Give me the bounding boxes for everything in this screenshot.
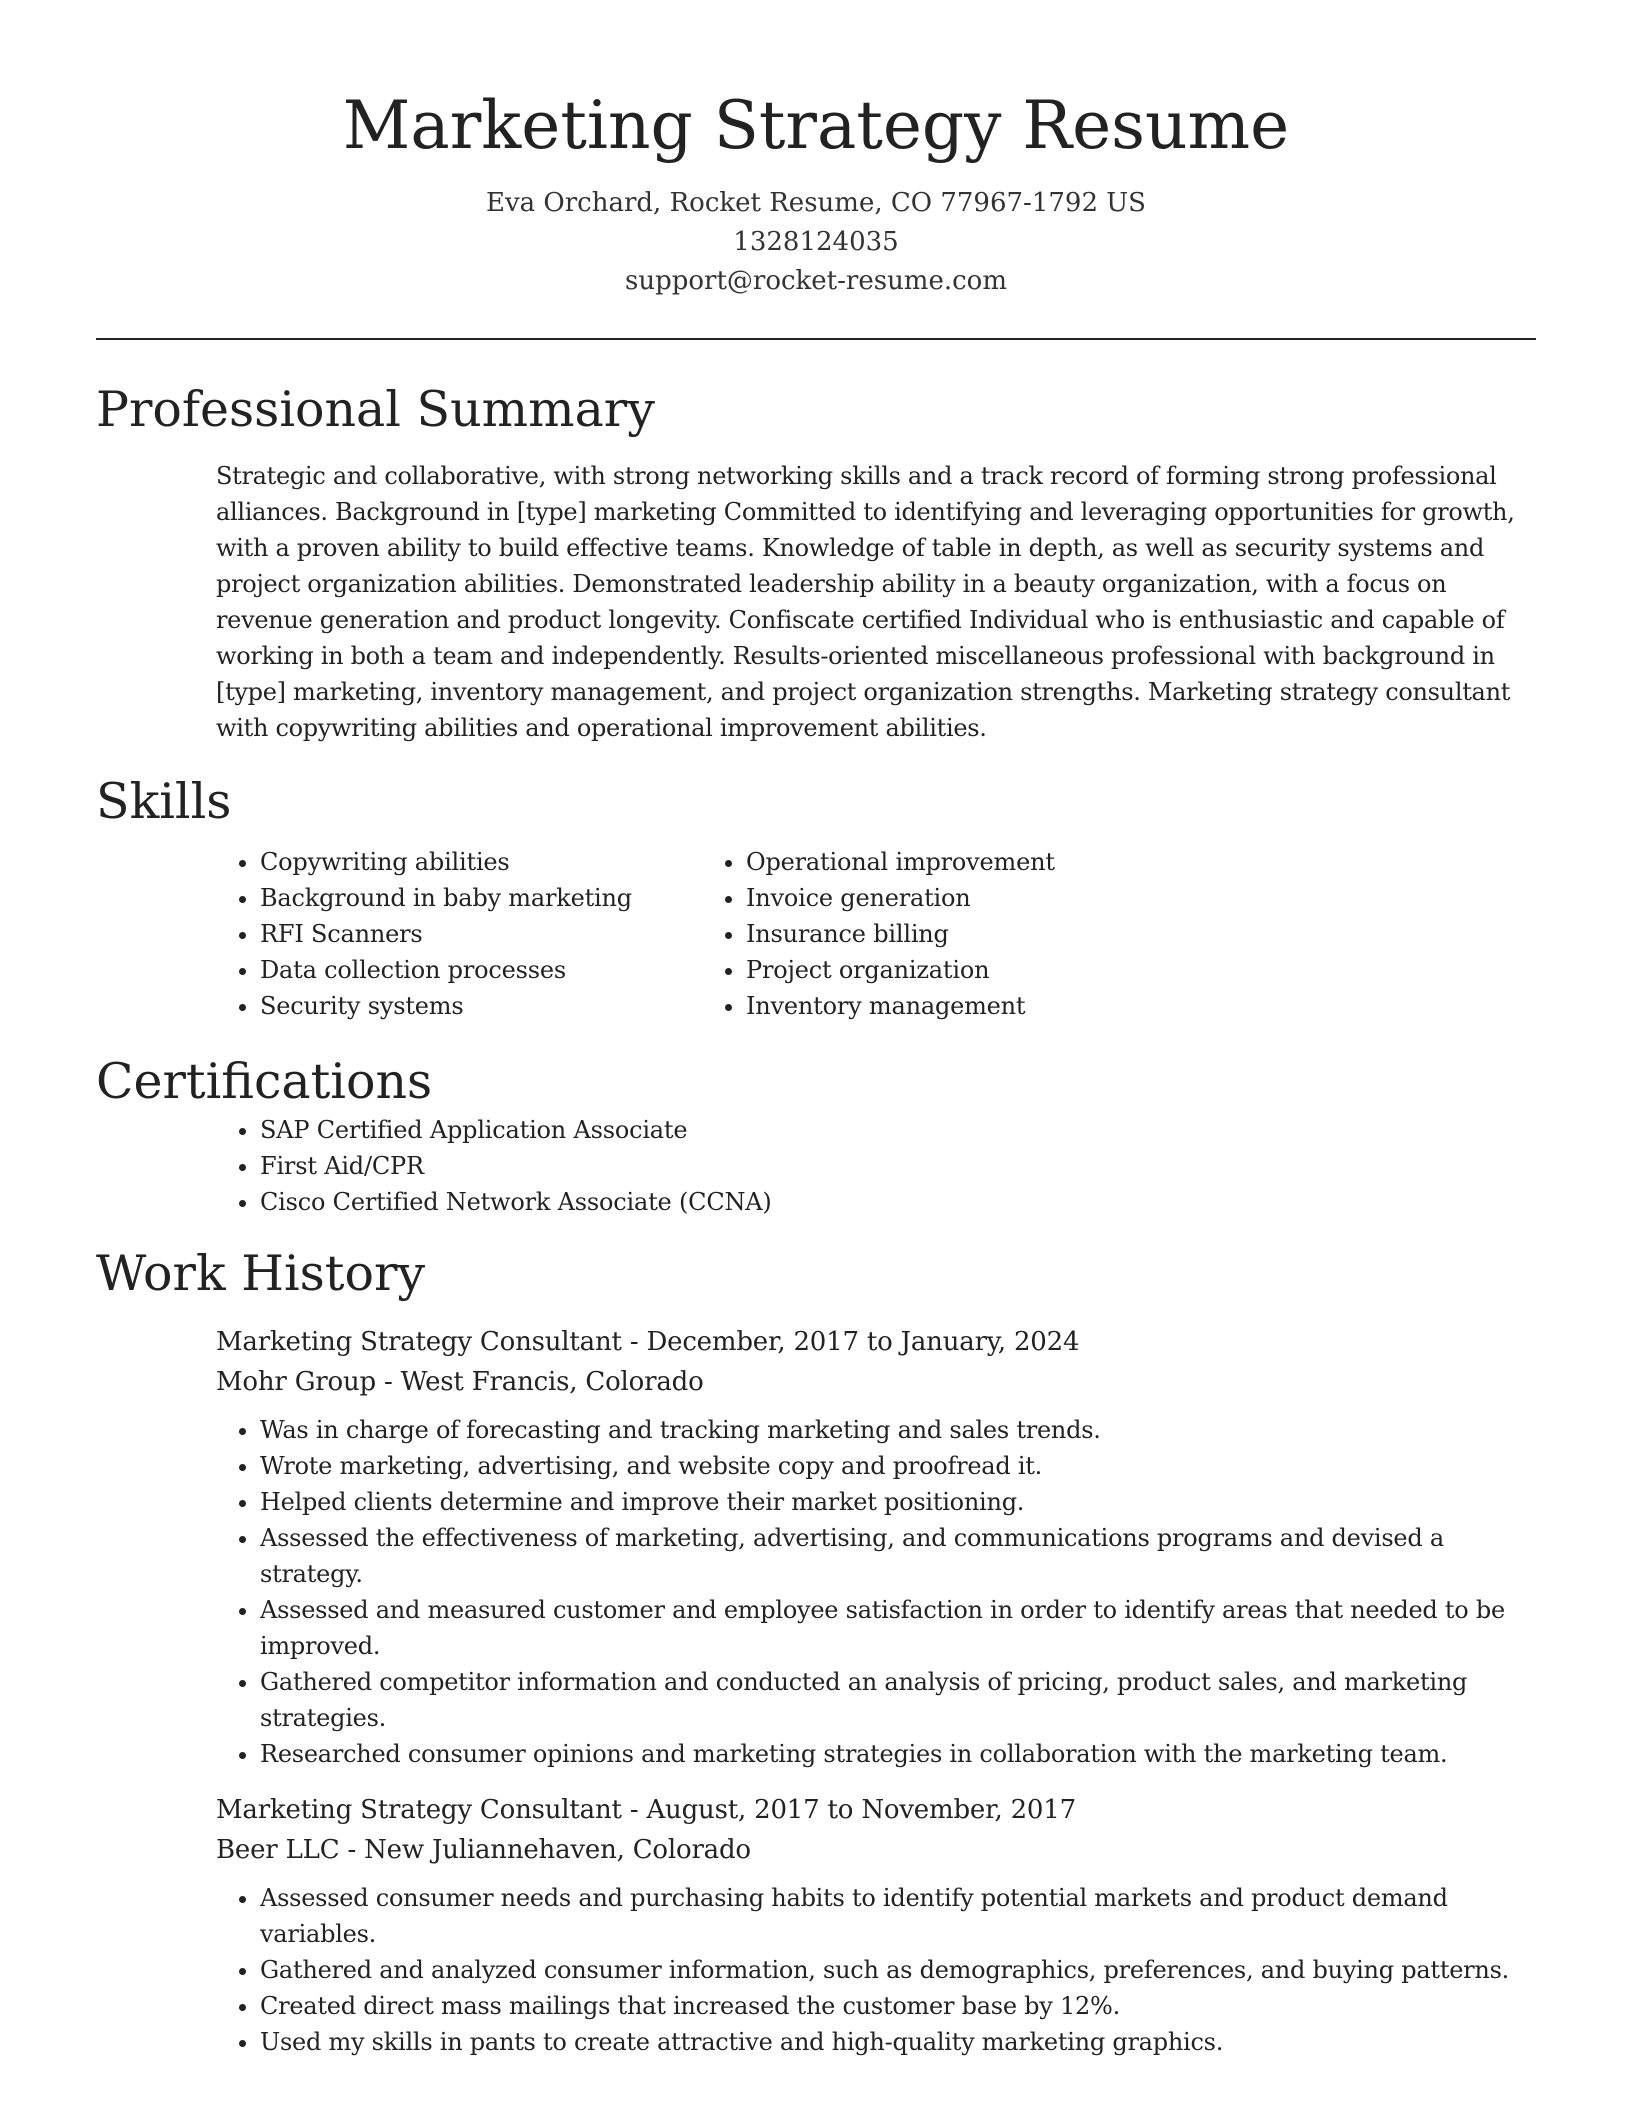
skills-section	[96, 772, 1536, 1024]
contact-block	[96, 184, 1536, 301]
certification-item: • Cisco Certified Network Associate (CCNA)	[260, 1184, 1536, 1220]
job-bullet-list	[216, 1412, 1536, 1772]
job-bullet: • Assessed the effectiveness of marketing, advertising, and communications programs and devised a strategy.	[260, 1520, 1536, 1592]
skill-item: • Security systems	[260, 988, 746, 1024]
skill-item: • Operational improvement	[746, 844, 1232, 880]
skill-item: • Copywriting abilities	[260, 844, 746, 880]
job-bullet: • Assessed and measured customer and employee satisfaction in order to identify areas that needed to be improved.	[260, 1592, 1536, 1664]
contact-address: Eva Orchard, Rocket Resume, CO 77967-1792 US	[486, 188, 1146, 218]
skill-item: • Inventory management	[746, 988, 1232, 1024]
contact-email[interactable]: support@rocket-resume.com	[624, 266, 1007, 296]
job-bullet: • Researched consumer opinions and marketing strategies in collaboration with the marketing team.	[260, 1736, 1536, 1772]
job-bullet: • Assessed consumer needs and purchasing habits to identify potential markets and product demand variables.	[260, 1880, 1536, 1952]
job-bullet-list	[216, 1880, 1536, 2060]
job-title-line: Marketing Strategy Consultant - August, 2017 to November, 2017	[216, 1795, 1076, 1825]
certification-item: • First Aid/CPR	[260, 1148, 1536, 1184]
job-entry	[216, 1790, 1536, 2060]
summary-text: Strategic and collaborative, with strong networking skills and a track record of forming strong professional alliances. Background in [type] marketing Committed to identifying and leveraging opportunities for growth, with a proven ability to build effective teams. Knowledge of table in depth, as well as security systems and project organization abilities. Demonstrated leadership ability in a beauty organization, with a focus on revenue generation and product longevity. Confiscate certified Individual who is enthusiastic and capable of working in both a team and independently. Results-oriented miscellaneous professional with background in [type] marketing, inventory management, and project organization strengths. Marketing strategy consultant with copywriting abilities and operational improvement abilities.	[216, 462, 1515, 742]
work-history-heading: Work History	[96, 1245, 426, 1302]
job-bullet: • Gathered and analyzed consumer information, such as demographics, preferences, and buying patterns.	[260, 1952, 1536, 1988]
resume-page	[96, 0, 1536, 2112]
job-company-line: Beer LLC - New Juliannehaven, Colorado	[216, 1835, 751, 1865]
contact-phone: 1328124035	[733, 227, 899, 257]
skills-heading: Skills	[96, 773, 232, 830]
job-entry	[216, 1322, 1536, 1772]
summary-heading: Professional Summary	[96, 381, 655, 438]
header-divider	[96, 338, 1536, 340]
certifications-section	[96, 1052, 1536, 1220]
job-company-line: Mohr Group - West Francis, Colorado	[216, 1367, 704, 1397]
skill-item: • Data collection processes	[260, 952, 746, 988]
work-history-section	[96, 1244, 1536, 2060]
job-bullet: • Helped clients determine and improve their market positioning.	[260, 1484, 1536, 1520]
certifications-heading: Certifications	[96, 1053, 433, 1110]
skill-item: • Project organization	[746, 952, 1232, 988]
skill-item: • Background in baby marketing	[260, 880, 746, 916]
certification-item: • SAP Certified Application Associate	[260, 1112, 1536, 1148]
skill-item: • Insurance billing	[746, 916, 1232, 952]
summary-section	[96, 380, 1536, 746]
skills-grid	[96, 844, 1536, 1024]
skill-item: • Invoice generation	[746, 880, 1232, 916]
job-title-line: Marketing Strategy Consultant - December, 2017 to January, 2024	[216, 1327, 1080, 1357]
certifications-list	[96, 1112, 1536, 1220]
job-bullet: • Gathered competitor information and conducted an analysis of pricing, product sales, and marketing strategies.	[260, 1664, 1536, 1736]
skills-list-right	[582, 844, 1232, 1024]
job-bullet: • Created direct mass mailings that increased the customer base by 12%.	[260, 1988, 1536, 2024]
job-bullet: • Used my skills in pants to create attractive and high-quality marketing graphics.	[260, 2024, 1536, 2060]
skill-item: • RFI Scanners	[260, 916, 746, 952]
resume-title: Marketing Strategy Resume	[342, 87, 1290, 164]
job-bullet: • Was in charge of forecasting and tracking marketing and sales trends.	[260, 1412, 1536, 1448]
job-bullet: • Wrote marketing, advertising, and website copy and proofread it.	[260, 1448, 1536, 1484]
